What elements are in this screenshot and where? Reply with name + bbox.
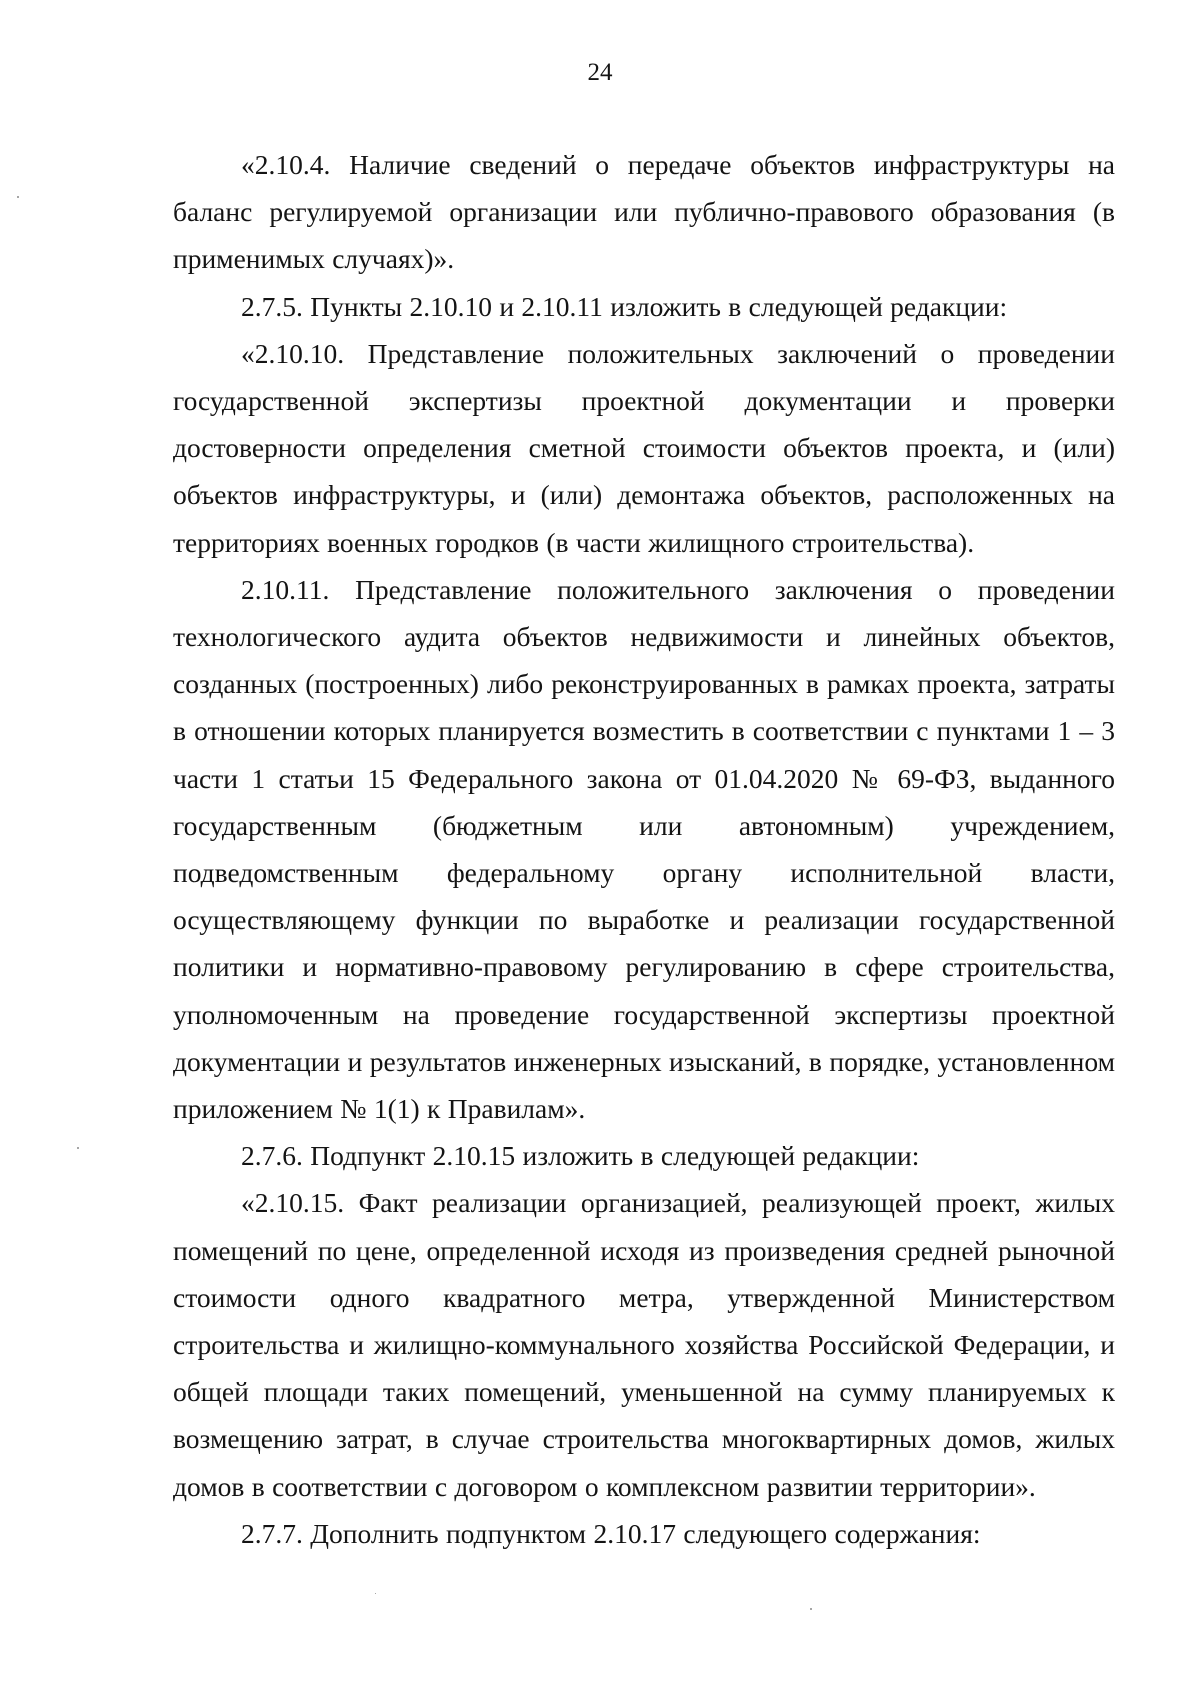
scan-speck bbox=[810, 1608, 812, 1610]
page-number: 24 bbox=[587, 59, 613, 86]
scan-speck bbox=[77, 1147, 79, 1149]
paragraph-2-7-5: 2.7.5. Пункты 2.10.10 и 2.10.11 изложить в следующей редакции: bbox=[241, 290, 1008, 322]
paragraph-2-10-15: «2.10.15. Факт реализации организацией, реализующей проект, жилых помещений по цене, определенной исходя из произведения средней рыночной стоимости одного квадратного метра, утвержденной Министерством строительства и жилищно-коммунального хозяйства Российской Федерации, и общей площади таких помещений, уменьшенной на сумму планируемых к возмещению затрат, в случае строительства многоквартирных домов, жилых домов в соответствии с договором о комплексном развитии территории». bbox=[173, 1187, 1115, 1502]
document-body bbox=[173, 141, 1115, 1557]
paragraph-2-10-11: 2.10.11. Представление положительного заключения о проведении технологического аудита объектов недвижимости и линейных объектов, созданных (построенных) либо реконструированных в рамках проекта, затраты в отношении которых планируется возместить в соответствии с пунктами 1 – 3 части 1 статьи 15 Федерального закона от 01.04.2020 № 69-ФЗ, выданного государственным (бюджетным или автономным) учреждением, подведомственным федеральному органу исполнительной власти, осуществляющему функции по выработке и реализации государственной политики и нормативно-правовому регулированию в сфере строительства, уполномоченным на проведение государственной экспертизы проектной документации и результатов инженерных изысканий, в порядке, установленном приложением № 1(1) к Правилам». bbox=[173, 573, 1115, 1125]
paragraph-2-7-6: 2.7.6. Подпункт 2.10.15 изложить в следующей редакции: bbox=[241, 1140, 920, 1172]
paragraph-2-10-10: «2.10.10. Представление положительных заключений о проведении государственной экспертизы проектной документации и проверки достоверности определения сметной стоимости объектов проекта, и (или) объектов инфраструктуры, и (или) демонтажа объектов, расположенных на территориях военных городков (в части жилищного строительства). bbox=[173, 337, 1115, 558]
paragraph-2-10-4: «2.10.4. Наличие сведений о передаче объектов инфраструктуры на баланс регулируемой организации или публично-правового образования (в применимых случаях)». bbox=[173, 149, 1115, 275]
scan-speck bbox=[17, 196, 19, 198]
paragraph-2-7-7: 2.7.7. Дополнить подпунктом 2.10.17 следующего содержания: bbox=[241, 1517, 981, 1549]
scan-speck bbox=[375, 1593, 376, 1594]
